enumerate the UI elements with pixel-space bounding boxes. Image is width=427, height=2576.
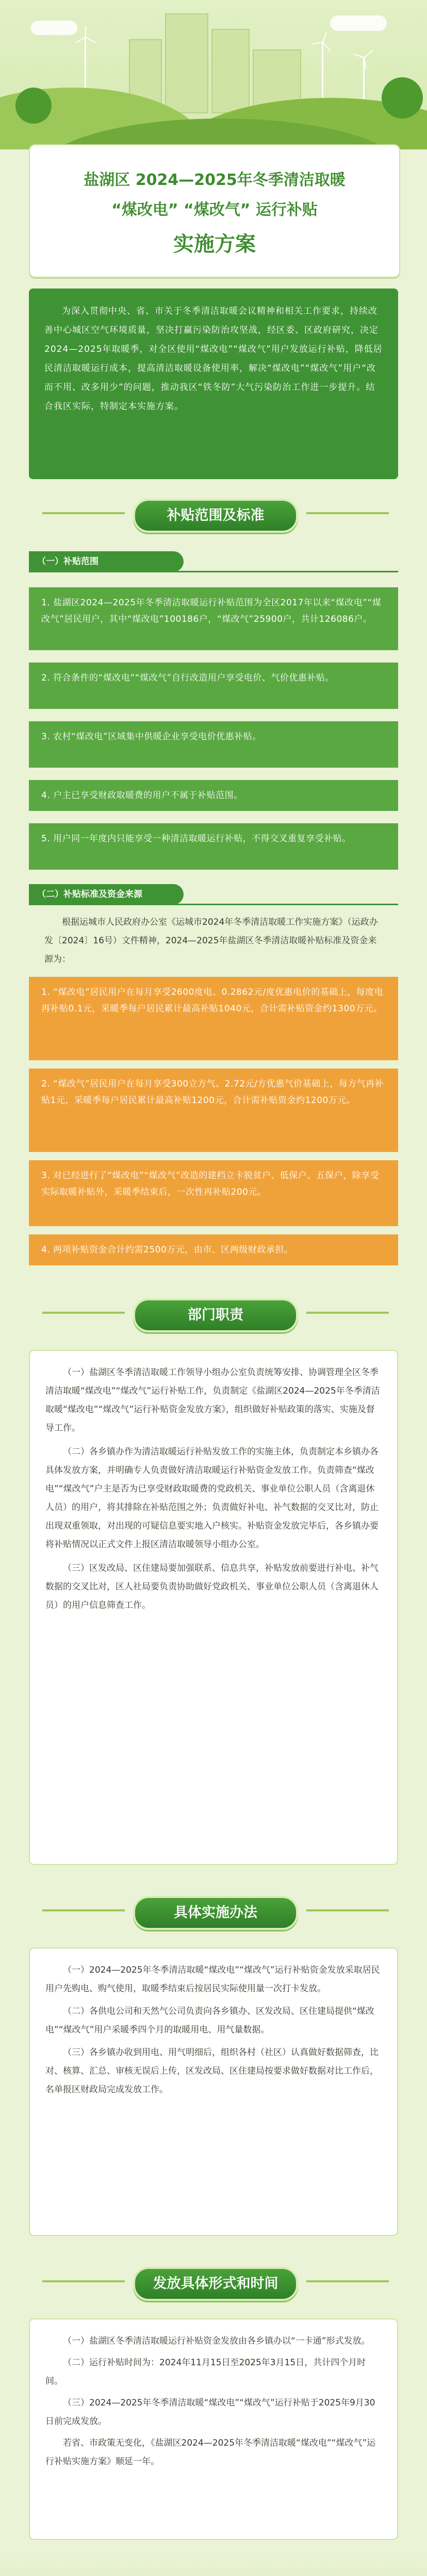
cloud xyxy=(31,21,77,35)
timing-item-4: 若省、市政策无变化，《盐湖区2024—2025年冬季清洁取暖“煤改电”“煤改气”运行补贴实施方案》顺延一年。 xyxy=(45,2438,376,2467)
timing-item-3: （三）2024—2025年冬季清洁取暖“煤改电”“煤改气”运行补贴于2025年9月30日前完成发放。 xyxy=(45,2398,375,2427)
standard-item-3: 3. 对已经进行了“煤改电”“煤改气”改造的建档立卡脱贫户、低保户、五保户，除享受实际取暖补贴外，采暖季结束后，一次性再补贴200元。 xyxy=(29,1160,398,1226)
scope-item-1: 1. 盐湖区2024—2025年冬季清洁取暖运行补贴范围为全区2017年以来“煤改电”“煤改气”居民用户，其中“煤改电”100186户，“煤改气”25900户，共计126086户。 xyxy=(29,587,398,650)
section-banner-duties: 部门职责 xyxy=(133,1298,298,1332)
method-item-1: （一）2024—2025年冬季清洁取暖“煤改电”“煤改气”运行补贴资金发放采取居民用户先购电、购气使用，取暖季结束后按居民实际使用量一次打卡发放。 xyxy=(45,1965,380,1994)
title-line-1: 盐湖区 2024—2025年冬季清洁取暖 xyxy=(84,171,346,189)
footer-illustration xyxy=(0,2555,427,2576)
tree-icon xyxy=(382,77,423,118)
title-line-2: “煤改电” “煤改气” 运行补贴 xyxy=(111,201,318,219)
divider xyxy=(29,904,398,905)
timing-item-1: （一）盐湖区冬季清洁取暖运行补贴资金发放由各乡镇办以“一卡通”形式发放。 xyxy=(63,2336,370,2346)
tree-icon xyxy=(15,88,52,124)
duty-item-3: （三）区发改局、区住建局要加强联系、信息共享，补贴发放前要进行补电、补气数据的交叉比对，区人社局要负责协助做好党政机关、事业单位公职人员（含离退休人员）的用户信息筛查工作。 xyxy=(45,1563,379,1611)
timing-card xyxy=(29,2318,398,2540)
method-item-3: （三）各乡镇办收到用电、用气明细后，组织各村（社区）认真做好数据筛查，比对、核算、汇总、审核无误后上传，区发改局、区住建局按要求做好数据对比工作后，名单报区财政局完成发放工作。 xyxy=(45,2047,379,2095)
section-banner-timing: 发放具体形式和时间 xyxy=(133,2267,298,2301)
timing-item-2: （二）运行补贴时间为：2024年11月15日至2025年3月15日，共计四个月时间。 xyxy=(45,2358,366,2386)
building xyxy=(165,13,208,113)
scope-item-5: 5. 用户同一年度内只能享受一种清洁取暖运行补贴，不得交叉重复享受补贴。 xyxy=(29,823,398,870)
duties-card xyxy=(29,1350,398,1865)
scope-item-3: 3. 农村“煤改电”区域集中供暖企业享受电价优惠补贴。 xyxy=(29,721,398,768)
standard-intro: 根据运城市人民政府办公室《运城市2024年冬季清洁取暖工作实施方案》（运政办发〔2024〕16号）文件精神，2024—2025年盐湖区冬季清洁取暖补贴标准及资金来源为： xyxy=(44,917,378,964)
method-item-2: （二）各供电公司和天然气公司负责向各乡镇办、区发改局、区住建局提供“煤改电”“煤改气”用户采暖季四个月的取暖用电、用气量数据。 xyxy=(45,2006,374,2035)
header-illustration xyxy=(0,0,427,149)
building xyxy=(211,29,250,113)
cloud xyxy=(330,15,387,31)
standard-item-1: 1. “煤改电”居民用户在每月享受2600度电、0.2862元/度优惠电价的基础上，每度电再补贴0.1元，采暖季每户居民累计最高补贴1040元，合计需补贴资金约1300万元。 xyxy=(29,977,398,1060)
standard-item-2: 2. “煤改气”居民用户在每月享受300立方气、2.72元/方优惠气价基础上，每方气再补贴1元，采暖季每户居民累计最高补贴1200元，合计需补贴资金约1200万元。 xyxy=(29,1069,398,1152)
scope-item-4: 4. 户主已享受财政取暖费的用户不属于补贴范围。 xyxy=(29,780,398,811)
standard-item-4: 4. 两项补贴资金合计约需2500万元，由市、区两级财政承担。 xyxy=(29,1234,398,1265)
section-banner-methods: 具体实施办法 xyxy=(133,1896,298,1930)
duty-item-2: （二）各乡镇办作为清洁取暖运行补贴发放工作的实施主体，负责制定本乡镇办各具体发放方案，并明确专人负责做好清洁取暖运行补贴资金发放工作。负责筛查“煤改电”“煤改气”户主是否为已享受财政取暖费的党政机关、事业单位公职人员（含离退休人员）的用户，将其排除在补贴范围之外；负责做好补电、补气数据的交叉比对，防止出现双重领取，对出现的可疑信息要实地入户核实。补贴资金发放完毕后，各乡镇办要将补贴情况以正式文件上报区清洁取暖领导小组办公室。 xyxy=(45,1447,379,1550)
scope-item-2: 2. 符合条件的“煤改电”“煤改气”自行改造用户享受电价、气价优惠补贴。 xyxy=(29,663,398,709)
methods-card xyxy=(29,1947,398,2236)
duty-item-1: （一）盐湖区冬季清洁取暖工作领导小组办公室负责统筹安排、协调管理全区冬季清洁取暖“煤改电”“煤改气”运行补贴工作，负责制定《盐湖区2024—2025年冬季清洁取暖“煤改电”“煤改气”运行补贴资金发放方案》，组织做好补贴政策的落实、实施及督导工作。 xyxy=(45,1367,380,1433)
section-banner-scope: 补贴范围及标准 xyxy=(133,499,298,533)
title-line-3: 实施方案 xyxy=(173,232,256,256)
title-card xyxy=(29,144,400,278)
divider xyxy=(29,571,398,572)
sub-label-standard: （二）补贴标准及资金来源 xyxy=(29,884,184,905)
sub-label-scope: （一）补贴范围 xyxy=(29,551,184,572)
intro-paragraph: 为深入贯彻中央、省、市关于冬季清洁取暖会议精神和相关工作要求，持续改善中心城区空气环境质量，坚决打赢污染防治攻坚战，经区委、区政府研究，决定2024—2025年取暖季，对全区使用“煤改电”“煤改气”用户发放运行补贴，降低居民清洁取暖运行成本，提高清洁取暖设备使用率，解决“煤改电”“煤改气”用户“改而不用、改多用少”的问题，推动我区“铁冬防”大气污染防治工作进一步提升。结合我区实际，特制定本实施方案。 xyxy=(29,289,398,479)
